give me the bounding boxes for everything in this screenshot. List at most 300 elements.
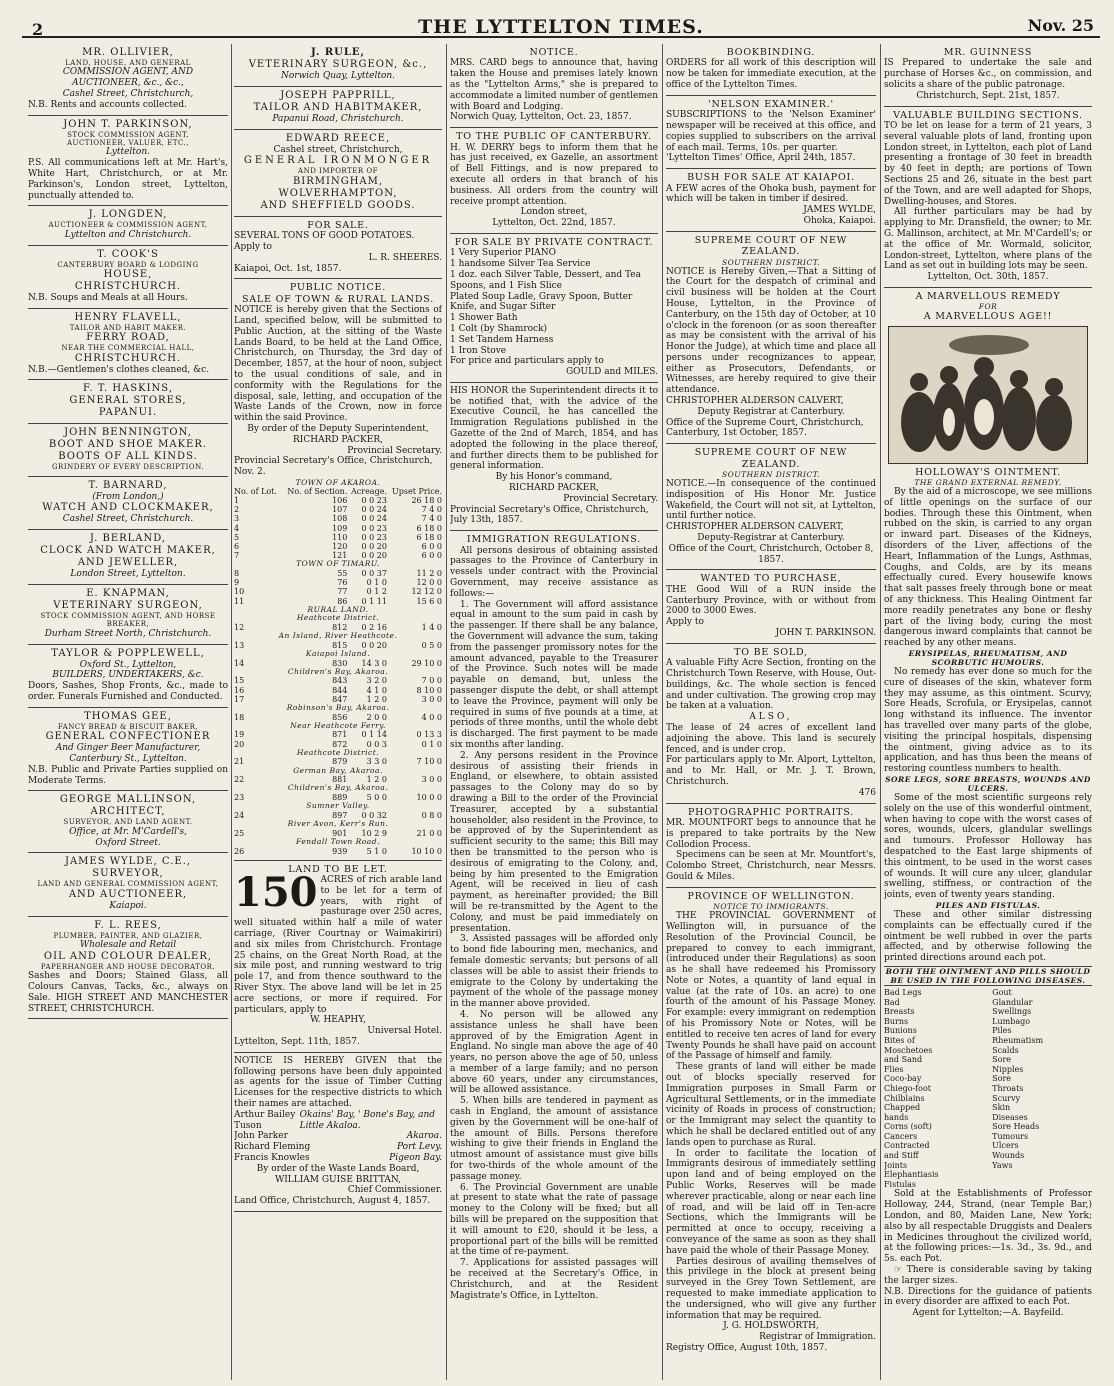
table-cell: 901	[332, 828, 348, 838]
ad-public-notice-lands: PUBLIC NOTICE. SALE OF TOWN & RURAL LANDS. NOTICE is hereby given that the Sections of Land, specified below, will be submitted to Public Auction, at the sitting of the Waste Lands Board, to be held at the Land Office, Christchurch, on Thursday, the 3rd day of December, 1857, at the hour of noon, subject to the usual conditions of sale, and in conformity with the Regulations for the disposal, sale, letting, and occupation of the Waste Lands of the Crown, now in force within the said Province. By order of the Deputy Superintendent, RICHARD PACKER, Provincial Secretary. Provincial Secretary's Office, Christchurch, Nov. 2. TOWN OF AKAROA. No. of Lot. No. of Section. Acreage. Upset Price. 1 106 0 0 23 26 18 0 2 107 0 0 24 7 4 0 3 108 0 0 24 7 4 0 4 109 0 0 23 6 18 0 5 110 0 0 23 6 18 0 6 120 0 0 20 6 0 0 7 121 0 0 20 6 0 0 TOWN OF TIMARU. 8 55 0 0 37 11 2 0 9 76 0 1 0 12 0 0 10 77 0 1 2 12 12 0 11 86 0 1 11 15 6 0 RURAL LAND. Heathcote District. 12 812 0 2 16 1 4 0 An Island, River Heathcote. 13 815 0 0 20 0 5 0 Kaiapoi Island. 14 830 14 3 0 29 10 0 Children's Bay, Akaroa. 15 843 3 2 0 7 0 0 16 844 4 1 0 8 10 0 17 847 1 2 0 3 0 0 Robinson's Bay, Akaroa. 18 856 2 0 0 4 0 0 Near Heathcote Ferry. 19 871 0 1 14 0 13 3 20 872 0 0 3 0 1 0 Heathcote District. 21 879 3 3 0 7 10 0 German Bay, Akaroa. 22 881 1 2 0 3 0 0 Children's Bay, Akaroa. 23 889 5 0 0 10 0 0 Sumner Valley. 24 897 0 0 32 0 8 0 River Avon, Kerr's Run. 25 901 10 2 9 21 0 0 Fendall Town Road. 26 939 5 1 0 10 10 0	[234, 279, 442, 860]
agent-name: Richard Fleming	[234, 1142, 311, 1153]
table-cell: 10 2 9	[361, 828, 387, 838]
business-card	[28, 380, 228, 424]
table-cell: 14	[234, 658, 245, 668]
ad-holloway: A MARVELLOUS REMEDY FOR A MARVELLOUS AGE!! HOLLOWAY'S OINTMENT. THE GRAND EXTERNAL REMEDY. By the aid of a microscope, we see millions of little openings on the surface of our bodies. Through these this Ointment, when rubbed on the skin, is carried to any organ or inward part. Diseases of the Kidneys, disorders of the Liver, affections of the Heart, Inflammation of the Lungs, Asthmas, Coughs, and Colds, are by its means effectually cured. Every housewife knows that salt passes freely through bone or meat of any thickness. This Healing Ointment far more readily penetrates any bone or fleshy part of the living body, curing the most dangerous inward complaints that cannot be reached by any other means. ERYSIPELAS, RHEUMATISM, AND SCORBUTIC HUMOURS. No remedy has ever done so much for the cure of diseases of the skin, whatever form they may assume, as this ointment. Scurvy, Sore Heads, Scrofula, or Erysipelas, cannot long withstand its influence. The inventor has travelled over many parts of the globe, visiting the principal hospitals, dispensing the ointment, giving advice as to its application, and has thus been the means of restoring countless numbers to health. SORE LEGS, SORE BREASTS, WOUNDS AND ULCERS. Some of the most scientific surgeons rely solely on the use of this wonderful ointment, when having to cope with the worst cases of sores, wounds, ulcers, glandular swellings and tumours. Professor Holloway has despatched to the East large shipments of this ointment, to be used in the worst cases of wounds. It will cure any ulcer, glandular swelling, stiffness, or contraction of the joints, even of twenty years standing. PILES AND FISTULAS. These and other similar distressing complaints can be effectually cured if the ointment be well rubbed in over the parts affected, and by otherwise following the printed directions around each pot. BOTH THE OINTMENT AND PILLS SHOULD BE USED IN THE FOLLOWING DISEASES. Bad Legs Bad Breasts Burns Bunions Bites of Moschetoes and Sand Flies Coco-bay Chiego-foot Chilblains Chapped hands Corns (soft) Cancers Contracted and Stiff Joints Elephantiasis Fistulas Gout Glandular Swellings Lumbago Piles Rheumatism Scalds Sore Nipples Sore Throats Scurvy Skin Diseases Sore Heads Tumours Ulcers Wounds Yaws Sold at the Establishments of Professor Holloway, 244, Strand, (near Temple Bar,) London, and 80, Maiden Lane, New York; also by all respectable Druggists and Dealers in Medicines throughout the civilized world, at the following prices:—1s. 3d., 3s. 9d., and 5s. each Pot. ☞ There is considerable saving by taking the larger sizes. N.B. Directions for the guidance of patients in every disorder are affixed to each Pot. Agent for Lyttelton;—A. Bayfeild.	[884, 290, 1092, 1319]
place-name: Heathcote District.	[296, 747, 380, 757]
card-line: JAMES WYLDE, C.E.,	[64, 856, 192, 868]
table-cell: 0 0 3	[366, 739, 387, 749]
table-cell: 10	[234, 587, 245, 597]
table-row	[234, 686, 442, 695]
ad-reece: EDWARD REECE, Cashel street, Christchurch, GENERAL IRONMONGER AND IMPORTER OF BIRMINGHAM, WOLVERHAMPTON, AND SHEFFIELD GOODS.	[234, 130, 442, 217]
place-row	[234, 838, 442, 847]
table-cell: 5	[234, 532, 240, 542]
card-line: Cashel Street, Christchurch,	[62, 88, 194, 99]
table-row	[234, 569, 442, 578]
item-list	[450, 248, 658, 356]
disease-item: Elephantiasis	[884, 1170, 939, 1180]
table-cell: 8 10 0	[416, 685, 442, 695]
table-cell: 26 18 0	[411, 496, 442, 506]
place-row	[234, 767, 442, 776]
table-cell: 1	[234, 496, 240, 506]
card-line: Lyttelton.	[105, 147, 151, 158]
business-card	[28, 645, 228, 708]
table-header	[234, 487, 442, 496]
table-cell: Upset Price.	[392, 486, 442, 496]
table-cell: 26	[234, 846, 245, 856]
table-cell: 24	[234, 810, 245, 820]
table-cell: 0 0 32	[361, 810, 387, 820]
agent-name: John Parker	[234, 1131, 288, 1142]
table-cell: 23	[234, 793, 245, 803]
column-5	[884, 44, 1092, 1380]
ad-land-to-let: LAND TO BE LET. 150 ACRES of rich arable land to be let for a term of years, with right of pasturage over 250 acres, well situated within half a mile of water carriage, (River Courtnay or Waimakiriri) and six miles from Christchurch. Frontage 25 chains, on the Great North Road, at the six mile post, and running westward to trig pole 17, and from thence southward to the River Styx. The above land will be let in 25 acre sections, or more if required. For particulars, apply to W. HEAPHY, Universal Hotel. Lyttelton, Sept. 11th, 1857.	[234, 861, 442, 1053]
table-row	[234, 587, 442, 596]
column-rule	[231, 44, 232, 1380]
card-line: Durham Street North, Christchurch.	[44, 628, 212, 639]
ad-supreme-court-2: SUPREME COURT OF NEW ZEALAND. SOUTHERN DISTRICT. NOTICE.—In consequence of the continued indisposition of His Honor Mr. Justice Wakefield, the Court will not sit, at Lyttelton, until further notice. CHRISTOPHER ALDERSON CALVERT, Deputy-Registrar at Canterbury. Office of the Court, Christchurch, October 8, 1857.	[666, 444, 876, 570]
card-line: GRINDERY OF EVERY DESCRIPTION.	[51, 463, 205, 472]
place-row	[234, 802, 442, 811]
table-cell: 847	[332, 694, 348, 704]
disease-item: Sore Nipples	[992, 1055, 1024, 1074]
ad-immigration: IMMIGRATION REGULATIONS. All persons desirous of obtaining assisted passages to the Province of Canterbury in vessels under contract with the Provincial Government, may receive assistance as follows:— 1. The Government will afford assistance equal in amount to the sum paid in cash by the passenger. If there shall be any balance, the Government will advance the sum, taking from the passenger promissory notes for the amount advanced, payable to the Treasurer of the Province. Such notes will be made payable on demand, but, unless the passenger dispute the debt, or shall attempt to leave the Province, payment will only be required in sums of five pounds at a time, at periods of three months, until the whole debt is discharged. The first payment to be made six months after landing. 2. Any persons resident in the Province desirous of assisting their friends in England, or elsewhere, to obtain assisted passages to the Colony may do so by drawing a Bill to the order of the Provincial Treasurer, accepted by a substantial householder, also resident in the Province, to be approved of by the Superintendent as sufficient security to the same; this Bill may then be transmitted to the person who is desirous of emigrating to the Colony, and, being by him presented to the Emigration Agent, will be received in lieu of cash payment, as hereinafter provided; the Bill will be re-transmitted by the Agent to the Colony, and must be paid immediately on presentation. 3. Assisted passages will be afforded only to bond fide labouring men, mechanics, and female domestic servants; but persons of all classes will be able to assist their friends to emigrate to the Colony by undertaking the payment of the whole of the passage money in the manner above provided. 4. No person will be allowed any assistance unless he shall have been approved of by the Emigration Agent in England. No single man above the age of 40 years, no person above the age of 50, unless a member of a large family; and no person above 60 years, under any circumstances, will be allowed assistance. 5. When bills are tendered in payment as cash in England, the amount of assistance given by the Government will be one-half of the amount of Bills. Persons therefore wishing to give their friends in England the utmost amount of assistance must give bills for two-thirds of the whole amount of the passage money. 6. The Provincial Government are unable at present to state what the rate of passage money to the Colony will be fixed; but all bills will be prepared on the supposition that it will amount to £20, should it be less, a proportional part of the bills will be remitted at the time of re-payment. 7. Applications for assisted passages will be received at the Secretary's Office, in Christchurch, and at the Resident Magistrate's Office, in Lyttelton.	[450, 534, 658, 1301]
disease-list	[884, 988, 1092, 1189]
page-number: 2	[32, 20, 44, 39]
table-cell: 18	[234, 712, 245, 722]
card-line: MR. OLLIVIER,	[82, 47, 174, 58]
place-row	[234, 632, 442, 641]
card-line: T. BARNARD,	[88, 479, 168, 491]
business-card	[28, 917, 228, 1020]
table-cell: 7 4 0	[421, 514, 442, 524]
table-cell: 0 0 24	[361, 514, 387, 524]
disease-item: Gout	[992, 987, 1012, 997]
table-cell: 10 0 0	[416, 793, 442, 803]
table-cell: 0 0 20	[361, 551, 387, 561]
table-cell: 22	[234, 775, 245, 785]
place-name: Robinson's Bay, Akaroa.	[286, 703, 390, 713]
card-note: P.S. All communications left at Mr. Hart's, White Hart, Christchurch, or at Mr. Parkinson's, London street, Lyttelton, punctually attended to.	[28, 158, 228, 201]
table-cell: 21 0 0	[416, 828, 442, 838]
card-line: PAPERHANGER AND HOUSE DECORATOR.	[40, 962, 216, 971]
agent-row	[234, 1153, 442, 1164]
table-cell: No. of Section.	[287, 486, 348, 496]
card-line: GEORGE MALLINSON,	[59, 794, 197, 806]
card-line: GENERAL CONFECTIONER	[45, 731, 211, 743]
list-item: 1 handsome Silver Tea Service	[450, 259, 591, 270]
table-cell: 107	[332, 505, 348, 515]
agent-row	[234, 1110, 442, 1132]
disease-item: Chiego-foot	[884, 1083, 932, 1093]
disease-item: Lumbago	[992, 1016, 1031, 1026]
card-line: London Street, Lyttelton.	[70, 569, 186, 580]
disease-item: Sore Throats	[992, 1074, 1024, 1093]
table-cell: 3 0 0	[421, 694, 442, 704]
disease-item: Tumours	[992, 1131, 1029, 1141]
table-row	[234, 730, 442, 739]
card-note: N.B.—Gentlemen's clothes cleaned, &c.	[28, 364, 210, 375]
card-line: GENERAL STORES,	[69, 395, 187, 407]
table-row	[234, 542, 442, 551]
card-line: LAND AND GENERAL COMMISSION AGENT,	[37, 880, 219, 889]
table-cell: 4	[234, 523, 240, 533]
disease-item: Rheumatism	[992, 1035, 1044, 1045]
place-row	[234, 560, 442, 569]
disease-item: Yaws	[992, 1160, 1013, 1170]
table-cell: 10 10 0	[411, 846, 442, 856]
table-cell: 0 1 11	[361, 596, 387, 606]
table-cell: 15 6 0	[416, 596, 442, 606]
table-cell: 21	[234, 757, 245, 767]
table-cell: 6 0 0	[421, 551, 442, 561]
card-line: Cashel Street, Christchurch.	[62, 514, 194, 525]
table-cell: 19	[234, 730, 245, 740]
table-cell: 109	[332, 523, 348, 533]
card-line: STOCK COMMISSION AGENT,	[67, 130, 189, 139]
table-cell: 0 13 3	[416, 730, 442, 740]
ad-wellington: PROVINCE OF WELLINGTON. NOTICE TO IMMIGRANTS. THE PROVINCIAL GOVERNMENT of Wellington will, in pursuance of the Resolution of the Provincial Council, be prepared to convey to each immigrant, (introduced under their Regulations) as soon as he shall have redeemed his Promissory Note or Notes, a quantity of land equal in value (at the rate of 10s. an acre) to one fourth of the amount of his Passage Money. For example: every immigrant on redemption of his Promissory Note or Notes, will be entitled to receive ten acres of land for every Twenty Pounds he shall have paid on account of the Passage of himself and family. These grants of land will either be made out of blocks specially reserved for Immigration purposes in Small Farm or Agricultural Settlements, or in the immediate vicinity of Roads in process of construction; or the Immigrant may select the quantity to which he shall be declared entitled out of any lands open to purchase as Rural. In order to facilitate the location of Immigrants desirous of immediately settling upon land and of being employed on the Public Works, Reserves will be made wherever practicable, along or near each line of road, and will be laid off in Ten-acre Sections, which the Immigrants will be permitted at once to occupy, receiving a conveyance of the same as soon as they shall have paid the whole of their Passage Money. Parties desirous of availing themselves of this privilege in the block at present being surveyed in the Grey Town Settlement, are requested to make immediate application to the undersigned, who will give any further information that may be required. J. G. HOLDSWORTH, Registrar of Immigration. Registry Office, August 10th, 1857.	[666, 890, 876, 1353]
list-item: 1 Colt (by Shamrock)	[450, 323, 548, 334]
table-cell: 2 0 0	[366, 712, 387, 722]
card-line: J. BERLAND,	[89, 533, 167, 545]
business-card	[28, 246, 228, 309]
table-cell: 6 0 0	[421, 542, 442, 552]
issue-date: Nov. 25	[1027, 16, 1094, 35]
disease-item: Sore Heads	[992, 1122, 1040, 1132]
disease-item: Scalds	[992, 1045, 1019, 1055]
paragraph: Parties desirous of availing themselves of this privilege in the block at present being surveyed in the Grey Town Settlement, are requested to make immediate application to the undersigned, who will give any further information that may be required.	[666, 1256, 876, 1321]
table-cell: 11 2 0	[416, 569, 442, 579]
business-card	[28, 116, 228, 207]
land-sale-table	[234, 487, 442, 856]
business-card	[28, 530, 228, 585]
ad-his-honor: HIS HONOR the Superintendent directs it to be notified that, with the advice of the Executive Council, he has cancelled the Immigration Regulations published in the Gazette of the 2nd of March, 1854, and has adopted the following in the place thereof, and further directs them to be published for general information. By his Honor's command, RICHARD PACKER, Provincial Secretary. Provincial Secretary's Office, Christchurch, July 13th, 1857.	[450, 383, 658, 531]
place-name: Kaiapoi Island.	[305, 649, 371, 659]
ad-photographic: PHOTOGRAPHIC PORTRAITS. MR. MOUNTFORT begs to announce that he is prepared to take portraits by the New Collodion Process. Specimens can be seen at Mr. Mountfort's, Colombo Street, Christchurch, near Messrs. Gould & Miles.	[666, 804, 876, 888]
table-cell: 2	[234, 505, 240, 515]
business-card	[28, 477, 228, 531]
table-row	[234, 847, 442, 856]
table-cell: 6 18 0	[416, 523, 442, 533]
agent-district: Akaroa.	[406, 1131, 442, 1142]
place-row	[234, 820, 442, 829]
table-cell: 110	[332, 532, 348, 542]
paragraph: THE PROVINCIAL GOVERNMENT of Wellington will, in pursuance of the Resolution of the Provincial Council, be prepared to convey to each immigrant, (introduced under their Regulations) as soon as he shall have redeemed his Promissory Note or Notes, a quantity of land equal in value (at the rate of 10s. an acre) to one fourth of the amount of his Passage Money. For example: every immigrant on redemption of his Promissory Note or Notes, will be entitled to receive ten acres of land for every Twenty Pounds he shall have paid on account of the Passage of himself and family.	[666, 911, 876, 1062]
table-cell: 1 4 0	[421, 623, 442, 633]
place-row	[234, 722, 442, 731]
regulation-paragraph: 1. The Government will afford assistance equal in amount to the sum paid in cash by the passenger. If there shall be any balance, the Government will advance the sum, taking from the passenger promissory notes for the amount advanced, payable to the Treasurer of the Province. Such notes will be made payable on demand, but, unless the passenger dispute the debt, or shall attempt to leave the Province, payment will only be required in sums of five pounds at a time, at periods of three months, until the whole debt is discharged. The first payment to be made six months after landing.	[450, 599, 658, 750]
card-line: PAPANUI.	[98, 407, 158, 419]
agent-row	[234, 1142, 442, 1153]
paragraph: These grants of land will either be made out of blocks specially reserved for Immigration purposes in Small Farm or Agricultural Settlements, or in the immediate vicinity of Roads in process of construction; or the Immigrant may select the quantity to which he shall be declared entitled out of any lands open to purchase as Rural.	[666, 1062, 876, 1148]
place-name: Fendall Town Road.	[296, 836, 380, 846]
card-line: T. COOK'S	[97, 248, 159, 260]
table-cell: 3 3 0	[366, 757, 387, 767]
ad-timber-licenses: NOTICE IS HEREBY GIVEN that the following persons have been duly appointed as agents for the issue of Timber Cutting Licenses for the respective districts to which their names are attached. Arthur Bailey Tuson Okains' Bay, ' Bone's Bay, and Little Akaloa. John Parker Akaroa. Richard Fleming Port Levy. Francis Knowles Pigeon Bay. By order of the Waste Lands Board, WILLIAM GUISE BRITTAN, Chief Commissioner. Land Office, Christchurch, August 4, 1857.	[234, 1053, 442, 1212]
table-cell: 29 10 0	[411, 658, 442, 668]
card-line: HENRY FLAVELL,	[74, 311, 182, 323]
card-line: WATCH AND CLOCKMAKER,	[42, 502, 214, 514]
table-cell: 830	[332, 658, 348, 668]
card-line: FANCY BREAD & BISCUIT BAKER,	[57, 722, 199, 731]
ad-rule: J. RULE, VETERINARY SURGEON, &c., Norwich Quay, Lyttelton.	[234, 44, 442, 87]
disease-item: Piles	[992, 1026, 1012, 1036]
card-line: LAND, HOUSE, AND GENERAL	[65, 59, 191, 67]
table-row	[234, 505, 442, 514]
card-note: Sashes and Doors; Stained Glass, all Colours Canvas, Tacks, &c., always on Sale. HIGH STREET AND MANCHESTER STREET, CHRISTCHURCH.	[28, 971, 228, 1014]
ad-private-contract: FOR SALE BY PRIVATE CONTRACT. 1 Very Superior PIANO 1 handsome Silver Tea Service 1 doz. each Silver Table, Dessert, and Tea Spoons, and 1 Fish Slice Plated Soup Ladle, Gravy Spoon, Butter Knife, and Sugar Sifter 1 Shower Bath 1 Colt (by Shamrock) 1 Set Tandem Harness 1 Iron Stove For price and particulars apply to GOULD and MILES.	[450, 234, 658, 383]
ad-nelson-examiner: 'NELSON EXAMINER.' SUBSCRIPTIONS to the 'Nelson Examiner' newspaper will be received at this office, and copies supplied to subscribers on the arrival of each mail. Terms, 10s. per quarter. 'Lyttelton Times' Office, April 24th, 1857.	[666, 96, 876, 169]
agent-district: Pigeon Bay.	[389, 1153, 442, 1164]
table-cell: 15	[234, 676, 245, 686]
disease-item: Scurvy	[992, 1093, 1021, 1103]
business-card	[28, 853, 228, 916]
disease-item: Skin Diseases	[992, 1103, 1028, 1122]
ad-building-sections: VALUABLE BUILDING SECTIONS. TO be let on lease for a term of 21 years, 3 several valuable plots of land, fronting upon London street, in Lyttelton, each plot of Land presenting a frontage of 30 feet in breadth by 40 feet in depth; are portions of Town Sections 25 and 26, situate in the best part of the Town, and are well adapted for Shops, Dwelling-houses, and Stores. All further particulars may be had by applying to Mr. Dransfield, the owner; to Mr. G. Mallinson, architect, at Mr. M'Cardell's; or at the office of Mr. Wormald, solicitor, London-street, Lyttelton, where plans of the Land as set out in building lots may be seen. Lyttelton, Oct. 30th, 1857.	[884, 107, 1092, 288]
business-card	[28, 585, 228, 645]
table-cell: 0 1 0	[421, 739, 442, 749]
ad-potatoes: FOR SALE. SEVERAL TONS OF GOOD POTATOES. Apply to L. R. SHEERES. Kaiapoi, Oct. 1st, 1857.	[234, 217, 442, 280]
place-name: TOWN OF TIMARU.	[296, 559, 380, 569]
paper-title: THE LYTTELTON TIMES.	[418, 16, 704, 38]
card-line: BUILDERS, UNDERTAKERS, &c.	[52, 670, 204, 681]
disease-item: Chapped hands	[884, 1103, 921, 1122]
ad-to-be-sold: TO BE SOLD, A valuable Fifty Acre Section, fronting on the Christchurch Town Reserve, with House, Out-buildings, &c. The whole section is fenced and under cultivation. The growing crop may be taken at a valuation. ALSO, The lease of 24 acres of excellent land adjoining the above. This land is securely fenced, and is under crop. For particulars apply to Mr. Alport, Lyttelton, and to Mr. Hall, or Mr. J. T. Brown, Christchurch. 476	[666, 644, 876, 804]
card-line: PLUMBER, PAINTER, AND GLAZIER,	[53, 931, 203, 940]
card-note: N.B. Soups and Meals at all Hours.	[28, 292, 188, 303]
card-line: VETERINARY SURGEON,	[53, 600, 203, 612]
card-line: F. L. REES,	[94, 919, 162, 931]
table-cell: 106	[332, 496, 348, 506]
table-cell: 17	[234, 694, 245, 704]
table-cell: Acreage.	[350, 486, 387, 496]
card-line: SURVEYOR, AND LAND AGENT.	[63, 818, 193, 827]
table-row	[234, 496, 442, 505]
agent-name: Francis Knowles	[234, 1153, 310, 1164]
table-cell: 12 12 0	[411, 587, 442, 597]
table-cell: 0 0 24	[361, 505, 387, 515]
disease-item: Burns	[884, 1016, 909, 1026]
table-cell: 7 10 0	[416, 757, 442, 767]
business-card	[28, 309, 228, 381]
place-row	[234, 650, 442, 659]
ad-mrs-card: NOTICE. MRS. CARD begs to announce that, having taken the House and premises lately known as the "Lyttelton Arms," she is prepared to accommodate a limited number of gentlemen with Board and Lodging. Norwich Quay, Lyttelton, Oct. 23, 1857.	[450, 44, 658, 128]
list-item: 1 Very Superior PIANO	[450, 248, 557, 259]
table-cell: 7 0 0	[421, 676, 442, 686]
card-line: OIL AND COLOUR DEALER,	[43, 950, 213, 962]
card-line: CANTERBURY BOARD & LODGING	[57, 260, 199, 269]
card-line: (From London,)	[92, 491, 164, 502]
table-cell: 13	[234, 640, 245, 650]
disease-item: Bites of Moschetoes and Sand Flies	[884, 1035, 933, 1074]
column-4	[666, 44, 876, 1380]
list-item: 1 Set Tandem Harness	[450, 334, 554, 345]
card-line: STOCK COMMISSION AGENT, AND HORSE BREAKER,	[40, 612, 216, 629]
disease-item: Chilblains	[884, 1093, 925, 1103]
agent-district: Okains' Bay, ' Bone's Bay, and Little Akaloa.	[299, 1109, 435, 1131]
table-row	[234, 533, 442, 542]
card-line: COMMISSION AGENT, AND AUCTIONEER, &c., &c.,	[62, 67, 194, 89]
disease-item: Coco-bay	[884, 1074, 922, 1084]
table-cell: 889	[332, 793, 348, 803]
wellington-paragraphs	[666, 911, 876, 1321]
ad-guinness: MR. GUINNESS IS Prepared to undertake the sale and purchase of Horses &c., on commission, and solicits a share of the public patronage. Christchurch, Sept. 21st, 1857.	[884, 44, 1092, 107]
table-cell: 7 4 0	[421, 505, 442, 515]
regulation-paragraph: 4. No person will be allowed any assistance unless he shall have been approved of by the Emigration Agent in England. No single man above the age of 40 years, no person above the age of 50, unless a member of a large family; and no person above 60 years, under any circumstances, will be allowed assistance.	[450, 1009, 658, 1096]
place-row	[234, 668, 442, 677]
card-line: TAYLOR & POPPLEWELL,	[51, 647, 205, 659]
place-name: Children's Bay, Akaroa.	[287, 783, 389, 793]
masthead	[22, 8, 1100, 38]
place-name: Near Heathcote Ferry.	[290, 720, 386, 730]
card-note: Doors, Sashes, Shop Fronts, &c., made to order. Funerals Furnished and Conducted.	[28, 681, 228, 703]
table-cell: 0 0 20	[361, 640, 387, 650]
column-2	[234, 44, 442, 1380]
table-cell: 0 1 0	[366, 578, 387, 588]
place-name: RURAL LAND.	[307, 604, 369, 614]
column-rule	[446, 44, 447, 1380]
card-line: And Ginger Beer Manufacturer,	[55, 743, 201, 754]
regulation-paragraph: 7. Applications for assisted passages will be received at the Secretary's Office, in Christchurch, and at the Resident Magistrate's Office, in Lyttelton.	[450, 1258, 658, 1301]
place-name: Children's Bay, Akaroa.	[287, 666, 389, 676]
table-cell: 872	[332, 739, 348, 749]
place-name: Heathcote District.	[296, 613, 380, 623]
card-line: JOHN BENNINGTON,	[64, 427, 192, 439]
business-card	[28, 424, 228, 476]
table-cell: 20	[234, 739, 245, 749]
table-cell: 879	[332, 757, 348, 767]
table-cell: 843	[332, 676, 348, 686]
table-cell: 108	[332, 514, 348, 524]
card-line: NEAR THE COMMERCIAL HALL,	[61, 344, 195, 353]
ad-supreme-court-1: SUPREME COURT OF NEW ZEALAND. SOUTHERN DISTRICT. NOTICE is Hereby Given,—That a Sitting of the Court for the despatch of criminal and civil business will be holden at the Court House, Lyttelton, in the Province of Canterbury, on the 15th day of October, at 10 o'clock in the forenoon (or as soon thereafter as may be consistent with the arrival of his Honor the Judge), at which time and place all persons under recognizances to appear, either as Prosecutors, Defendants, or Witnesses, are hereby required to give their attendance. CHRISTOPHER ALDERSON CALVERT, Deputy Registrar at Canterbury. Office of the Supreme Court, Christchurch, Canterbury, 1st October, 1857.	[666, 232, 876, 445]
card-line: CLOCK AND WATCH MAKER,	[40, 545, 216, 557]
table-cell: 812	[332, 623, 348, 633]
table-row	[234, 676, 442, 685]
table-cell: 856	[332, 712, 348, 722]
table-cell: 9	[234, 578, 240, 588]
table-cell: 4 1 0	[366, 685, 387, 695]
card-note: N.B. Public and Private Parties supplied on Moderate Terms.	[28, 764, 228, 786]
table-cell: 1 2 0	[366, 775, 387, 785]
table-cell: 11	[234, 596, 245, 606]
place-row	[234, 784, 442, 793]
agent-name: Arthur Bailey Tuson	[234, 1109, 296, 1131]
card-line: AND JEWELLER,	[77, 557, 179, 569]
card-line: TAILOR AND HABIT MAKER.	[69, 323, 187, 332]
card-line: Oxford St., Lyttelton,	[79, 659, 177, 670]
card-line: F. T. HASKINS,	[83, 383, 173, 395]
table-cell: No. of Lot.	[234, 486, 277, 496]
column-1	[28, 44, 228, 1380]
table-cell: 3 2 0	[366, 676, 387, 686]
business-card	[28, 206, 228, 245]
ad-wanted-run: WANTED TO PURCHASE, THE Good Will of a RUN inside the Canterbury Province, with or without from 2000 to 3000 Ewes. Apply to JOHN T. PARKINSON.	[666, 570, 876, 643]
card-line: Lyttelton and Christchurch.	[64, 229, 192, 240]
table-cell: 120	[332, 542, 348, 552]
list-item: 1 Shower Bath	[450, 313, 518, 324]
place-row	[234, 704, 442, 713]
table-cell: 14 3 0	[361, 658, 387, 668]
table-cell: 1 2 0	[366, 694, 387, 704]
table-cell: 25	[234, 828, 245, 838]
table-row	[234, 514, 442, 523]
table-cell: 0 1 14	[361, 730, 387, 740]
crowd-engraving-icon	[889, 327, 1087, 463]
regulation-paragraph: 2. Any persons resident in the Province desirous of assisting their friends in England, or elsewhere, to obtain assisted passages to the Colony may do so by drawing a Bill to the order of the Provincial Treasurer, accepted by a substantial householder, also resident in the Province, to be approved of by the Superintendent as sufficient security to the same; this Bill may then be transmitted to the person who is desirous of emigrating to the Colony, and, being by him presented to the Emigration Agent, will be received in lieu of cash payment, as hereinafter provided; the Bill will be re-transmitted by the Agent to the Colony, and must be paid immediately on presentation.	[450, 750, 658, 934]
disease-item: Contracted and Stiff Joints	[884, 1141, 930, 1170]
table-cell: 881	[332, 775, 348, 785]
disease-item: Bunions	[884, 1026, 917, 1036]
table-cell: 16	[234, 685, 245, 695]
table-cell: 0 0 37	[361, 569, 387, 579]
list-item: Plated Soup Ladle, Gravy Spoon, Butter Knife, and Sugar Sifter	[450, 291, 633, 313]
card-line: THOMAS GEE,	[84, 710, 172, 722]
table-cell: 844	[332, 685, 348, 695]
agent-row	[234, 1131, 442, 1142]
list-item: 1 Iron Stove	[450, 345, 507, 356]
paragraph: In order to facilitate the location of Immigrants desirous of immediately settling upon land and of being employed on the Public Works, Reserves will be made wherever practicable, along or near each line of road, and will be laid off in Ten-acre Sections, which the Immigrants will be permitted at once to occupy, receiving a conveyance of the same as soon as they shall have paid the whole of their Passage Money.	[666, 1148, 876, 1256]
card-line: Oxford Street.	[95, 837, 161, 848]
regulation-list	[450, 600, 658, 1302]
agent-list	[234, 1110, 442, 1164]
list-item: 1 doz. each Silver Table, Dessert, and Tea Spoons, and 1 Fish Slice	[450, 269, 641, 291]
table-cell: 0 0 20	[361, 542, 387, 552]
place-row	[234, 749, 442, 758]
table-cell: 3 0 0	[421, 775, 442, 785]
card-line: E. KNAPMAN,	[86, 588, 170, 600]
ad-bush-kaiapoi: BUSH FOR SALE AT KAIAPOI. A FEW acres of the Ohoka bush, payment for which will be taken in timber if desired. JAMES WYLDE, Ohoka, Kaiapoi.	[666, 169, 876, 232]
column-rule	[662, 44, 663, 1380]
ad-derry: TO THE PUBLIC OF CANTERBURY. H. W. DERRY begs to inform them that he has just received, ex Gazelle, an assortment of Bell Fittings, and is now prepared to execute all orders in that branch of his business. All orders from the country will receive prompt attention. London street, Lyttelton, Oct. 22nd, 1857.	[450, 128, 658, 234]
table-cell: 5 1 0	[366, 846, 387, 856]
table-cell: 939	[332, 846, 348, 856]
ad-papprill: JOSEPH PAPPRILL, TAILOR AND HABITMAKER, Papanui Road, Christchurch.	[234, 87, 442, 130]
card-line: AUCTIONEER, VALUER, ETC.,	[66, 138, 189, 147]
table-cell: 77	[337, 587, 348, 597]
business-card	[28, 708, 228, 792]
disease-item: Glandular Swellings	[992, 997, 1033, 1017]
card-line: AUCTIONEER & COMMISSION AGENT,	[48, 221, 208, 230]
table-cell: 86	[337, 596, 348, 606]
card-line: CHRISTCHURCH.	[74, 280, 182, 292]
table-cell: 0 0 23	[361, 532, 387, 542]
table-cell: 5 0 0	[366, 793, 387, 803]
engraving-illustration	[888, 326, 1088, 464]
card-line: J. LONGDEN,	[88, 209, 168, 221]
card-note: N.B. Rents and accounts collected.	[28, 99, 187, 110]
card-line: JOHN T. PARKINSON,	[63, 118, 193, 130]
card-line: HOUSE,	[103, 268, 153, 280]
place-name: An Island, River Heathcote.	[278, 631, 398, 641]
place-row	[234, 614, 442, 623]
card-line: AND AUCTIONEER,	[68, 888, 188, 900]
disease-item: Corns (soft)	[884, 1122, 932, 1132]
table-cell: 12 0 0	[416, 578, 442, 588]
table-cell: 0 1 2	[366, 587, 387, 597]
disease-item: Bad Breasts	[884, 997, 915, 1017]
card-line: BOOT AND SHOE MAKER.	[48, 439, 208, 451]
table-cell: 0 5 0	[421, 640, 442, 650]
place-name: Sumner Valley.	[306, 801, 370, 811]
card-line: Wholesale and Retail	[79, 939, 177, 950]
card-line: FERRY ROAD,	[86, 332, 170, 344]
table-cell: 121	[332, 551, 348, 561]
table-cell: 897	[332, 810, 348, 820]
regulation-paragraph: 3. Assisted passages will be afforded only to bond fide labouring men, mechanics, and female domestic servants; but persons of all classes will be able to assist their friends to emigrate to the Colony by undertaking the payment of the whole of the passage money in the manner above provided.	[450, 934, 658, 1010]
table-cell: 3	[234, 514, 240, 524]
